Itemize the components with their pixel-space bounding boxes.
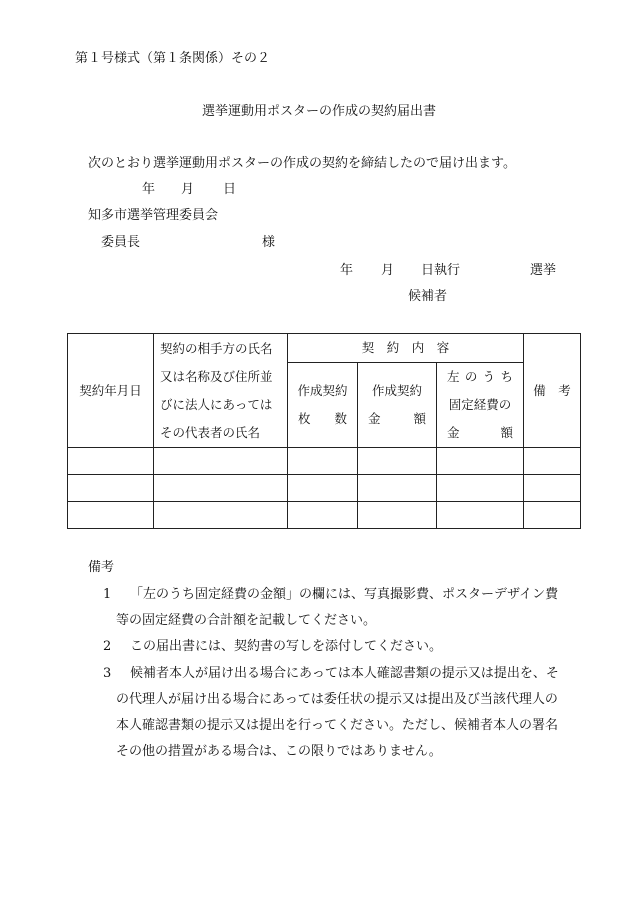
note-line: 「左のうち固定経費の金額」の欄には、写真撮影費、ポスターデザイン費	[130, 587, 559, 602]
table-cell[interactable]	[437, 448, 524, 475]
notes-heading: 備考	[88, 560, 115, 575]
header-contract-content: 契 約 内 容	[288, 334, 524, 363]
date-month: 月	[181, 182, 195, 197]
note-line: この届出書には、契約書の写しを添付してください。	[130, 639, 443, 654]
header-fixed-cost: 左 の う ち 固定経費の 金 額	[437, 363, 524, 448]
table-cell[interactable]	[524, 448, 581, 475]
table-cell[interactable]	[437, 502, 524, 529]
table-cell[interactable]	[358, 448, 437, 475]
table-cell[interactable]	[288, 475, 358, 502]
note-number: 2	[103, 639, 112, 654]
note-line: の代理人が届け出る場合にあっては委任状の提示又は提出及び当該代理人の	[116, 692, 558, 707]
table-cell[interactable]	[524, 502, 581, 529]
table-cell[interactable]	[358, 502, 437, 529]
note-line: その他の措置がある場合は、この限りではありません。	[116, 744, 442, 759]
note-line: 候補者本人が届け出る場合にあっては本人確認書類の提示又は提出を、そ	[130, 666, 559, 681]
table-row	[68, 502, 581, 529]
table-cell[interactable]	[358, 475, 437, 502]
note-line: 本人確認書類の提示又は提出を行ってください。ただし、候補者本人の署名	[116, 718, 559, 733]
header-remarks: 備 考	[524, 334, 581, 448]
table-row	[68, 475, 581, 502]
addressee-org: 知多市選挙管理委員会	[88, 208, 219, 223]
header-amount: 作成契約 金 額	[358, 363, 437, 448]
note-line: 等の固定経費の合計額を記載してください。	[116, 613, 377, 628]
note-number: 1	[103, 587, 112, 602]
table-cell[interactable]	[154, 502, 288, 529]
table-row	[68, 448, 581, 475]
candidate-label: 候補者	[408, 289, 448, 304]
date-year: 年	[142, 182, 156, 197]
note-number: 3	[103, 666, 112, 681]
header-counterparty: 契約の相手方の氏名 又は名称及び住所並 びに法人にあっては その代表者の氏名	[154, 334, 288, 448]
table-cell[interactable]	[288, 448, 358, 475]
election-suffix: 選挙	[530, 263, 557, 278]
table-cell[interactable]	[288, 502, 358, 529]
table-cell[interactable]	[154, 448, 288, 475]
table-cell[interactable]	[524, 475, 581, 502]
table-cell[interactable]	[68, 448, 154, 475]
date-day: 日	[223, 182, 237, 197]
intro-text: 次のとおり選挙運動用ポスターの作成の契約を締結したので届け出ます。	[88, 156, 516, 171]
election-year: 年	[340, 263, 354, 278]
table-cell[interactable]	[68, 475, 154, 502]
addressee-honorific: 様	[262, 235, 276, 250]
document-title: 選挙運動用ポスターの作成の契約届出書	[202, 104, 437, 119]
header-contract-date: 契約年月日	[68, 334, 154, 448]
table-cell[interactable]	[437, 475, 524, 502]
addressee-role: 委員長	[101, 235, 141, 250]
form-number: 第１号様式（第１条関係）その２	[75, 51, 271, 66]
election-month: 月	[381, 263, 395, 278]
table-cell[interactable]	[154, 475, 288, 502]
header-sheets: 作成契約 枚 数	[288, 363, 358, 448]
table-cell[interactable]	[68, 502, 154, 529]
election-day-exec: 日執行	[421, 263, 461, 278]
contract-table	[67, 333, 581, 529]
